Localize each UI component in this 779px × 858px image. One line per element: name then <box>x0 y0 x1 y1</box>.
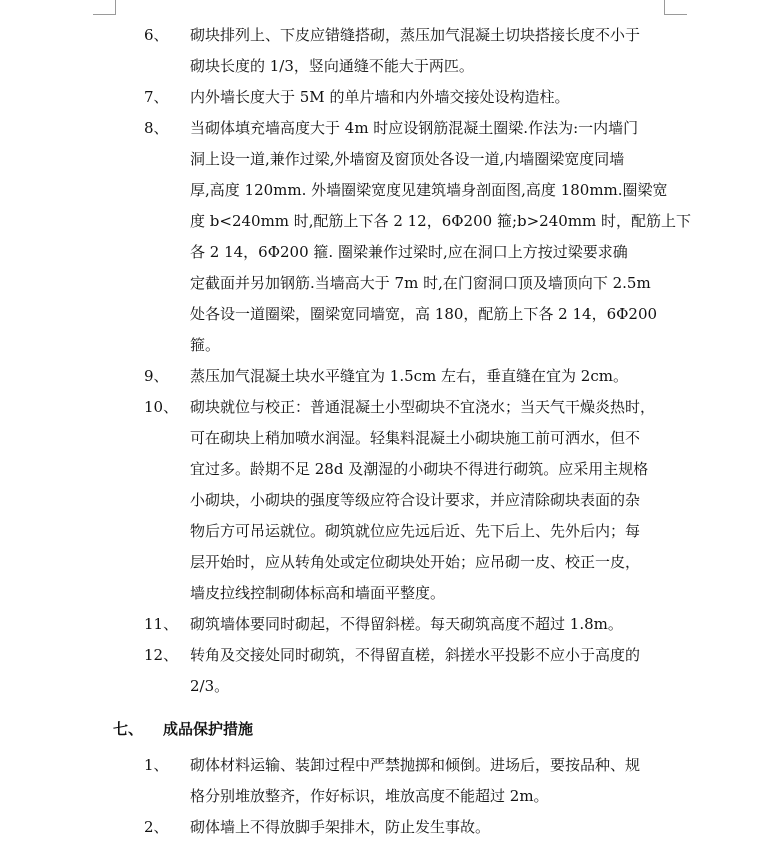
list-item-text-line: 砌筑墙体要同时砌起，不得留斜槎。每天砌筑高度不超过 1.8m。 <box>190 615 623 633</box>
list-item-text-line: 处各设一道圈梁，圈梁宽同墙宽，高 180，配筋上下各 2 14，6Φ200 <box>190 305 658 323</box>
list-item <box>144 812 680 843</box>
numbered-list-protection <box>0 750 779 843</box>
list-item-text-line: 内外墙长度大于 5M 的单片墙和内外墙交接处设构造柱。 <box>190 88 570 106</box>
list-item-number: 8、 <box>144 119 169 137</box>
list-item-text-line: 砌块排列上、下皮应错缝搭砌，蒸压加气混凝土切块搭接长度不小于 <box>190 26 641 44</box>
list-item <box>144 750 680 812</box>
list-item-number: 6、 <box>144 26 169 44</box>
list-item-text-line: 墙皮拉线控制砌体标高和墙面平整度。 <box>190 584 446 602</box>
list-item-text-line: 层开始时，应从转角处或定位砌块处开始；应吊砌一皮、校正一皮， <box>190 553 641 571</box>
page-corner-mark-right <box>664 0 687 15</box>
document-page <box>0 20 779 843</box>
list-item <box>144 113 692 361</box>
list-item-number: 1、 <box>144 756 169 774</box>
list-item-text-line: 砌块长度的 1/3，竖向通缝不能大于两匹。 <box>190 57 474 75</box>
list-item-text-line: 格分别堆放整齐，作好标识，堆放高度不能超过 2m。 <box>190 787 549 805</box>
list-item <box>144 609 680 640</box>
list-item-number: 7、 <box>144 88 169 106</box>
list-item-text-line: 蒸压加气混凝土块水平缝宜为 1.5cm 左右，垂直缝在宜为 2cm。 <box>190 367 628 385</box>
list-item <box>144 392 680 609</box>
list-item <box>144 640 680 702</box>
list-item-text-line: 各 2 14，6Φ200 箍. 圈梁兼作过梁时,应在洞口上方按过梁要求确 <box>190 243 628 261</box>
list-item-number: 10、 <box>144 398 179 416</box>
list-item-number: 2、 <box>144 818 169 836</box>
list-item-text-line: 转角及交接处同时砌筑，不得留直槎，斜搓水平投影不应小于高度的 <box>190 646 641 664</box>
list-item-text-line: 小砌块，小砌块的强度等级应符合设计要求，并应清除砌块表面的杂 <box>190 491 641 509</box>
list-item-text-line: 箍。 <box>190 336 221 354</box>
list-item-text-line: 砌体墙上不得放脚手架排木，防止发生事故。 <box>190 818 491 836</box>
list-item-number: 12、 <box>144 646 179 664</box>
list-item-text-line: 宜过多。龄期不足 28d 及潮湿的小砌块不得进行砌筑。应采用主规格 <box>190 460 649 478</box>
list-item-text-line: 物后方可吊运就位。砌筑就位应先远后近、先下后上、先外后内；每 <box>190 522 641 540</box>
section-heading <box>0 708 779 750</box>
list-item-text-line: 定截面并另加钢筋.当墙高大于 7m 时,在门窗洞口顶及墙顶向下 2.5m <box>190 274 651 292</box>
page-corner-mark-left <box>93 0 116 15</box>
list-item-number: 9、 <box>144 367 169 385</box>
list-item-text-line: 2/3。 <box>190 677 230 695</box>
list-item-text-line: 当砌体填充墙高度大于 4m 时应设钢筋混凝土圈梁.作法为:一内墙门 <box>190 119 639 137</box>
list-item-text-line: 厚,高度 120mm. 外墙圈梁宽度见建筑墙身剖面图,高度 180mm.圈梁宽 <box>190 181 668 199</box>
numbered-list-construction <box>0 20 779 702</box>
list-item <box>144 20 680 82</box>
list-item <box>144 361 680 392</box>
list-item <box>144 82 680 113</box>
list-item-text-line: 可在砌块上稍加喷水润湿。轻集料混凝土小砌块施工前可洒水，但不 <box>190 429 641 447</box>
list-item-text-line: 度 b<240mm 时,配筋上下各 2 12，6Φ200 箍;b>240mm 时，配筋上下 <box>190 212 692 230</box>
section-title: 成品保护措施 <box>163 720 254 738</box>
list-item-text-line: 砌体材料运输、装卸过程中严禁抛掷和倾倒。进场后，要按品种、规 <box>190 756 641 774</box>
list-item-text-line: 砌块就位与校正：普通混凝土小型砌块不宜浇水；当天气干燥炎热时， <box>190 398 656 416</box>
list-item-number: 11、 <box>144 615 179 633</box>
section-number: 七、 <box>113 720 144 738</box>
list-item-text-line: 洞上设一道,兼作过梁,外墙窗及窗顶处各设一道,内墙圈梁宽度同墙 <box>190 150 625 168</box>
